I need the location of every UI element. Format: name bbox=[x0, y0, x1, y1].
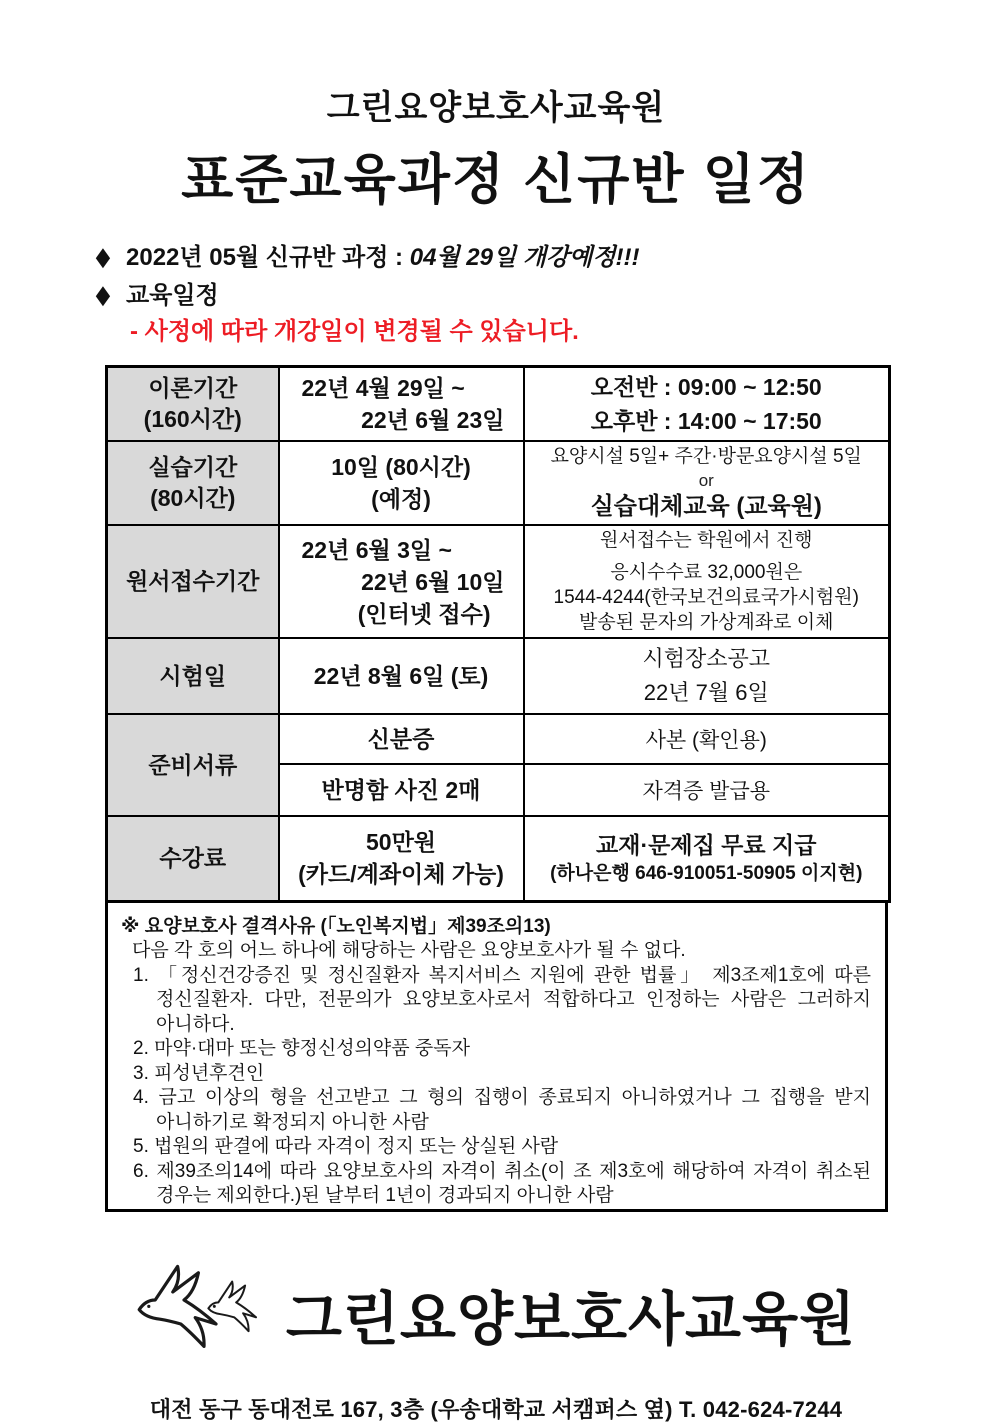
theory-detail-line: 오전반 : 09:00 ~ 12:50 bbox=[590, 374, 822, 400]
tuition-amount-cell bbox=[279, 816, 524, 901]
theory-period-cell bbox=[279, 367, 524, 442]
documents-item-cell bbox=[279, 714, 524, 764]
schedule-table bbox=[105, 365, 891, 903]
schedule-line-text: 교육일정 bbox=[126, 282, 219, 309]
tuition-detail-line: (하나은행 646-910051-50905 이지현) bbox=[550, 863, 863, 885]
table-row-theory bbox=[107, 367, 890, 442]
documents-item-text: 반명함 사진 2매 bbox=[321, 777, 481, 803]
practice-period-line: (예정) bbox=[371, 486, 431, 512]
intro-section bbox=[93, 238, 992, 349]
diamond-bullet-icon: ◆ bbox=[95, 241, 111, 271]
application-period-cell bbox=[279, 525, 524, 638]
note-item: 3. 피성년후견인 bbox=[133, 1062, 265, 1084]
note-item: 5. 법원의 판결에 따라 자격이 정지 또는 상실된 사람 bbox=[133, 1136, 559, 1157]
tuition-label-line: 수강료 bbox=[159, 844, 227, 871]
practice-label-cell bbox=[107, 441, 279, 525]
documents-use-cell bbox=[524, 714, 890, 764]
tuition-detail-cell bbox=[524, 816, 890, 901]
note-item: 6. 제39조의14에 따라 요양보호사의 자격이 취소(이 조 제3호에 해당하여 자격이 취소된 경우는 제외한다.)된 날부터 1년이 경과되지 아니한 사람 bbox=[133, 1160, 871, 1206]
doves-logo-icon bbox=[136, 1260, 272, 1369]
table-row-documents-1 bbox=[107, 714, 890, 764]
application-label-cell bbox=[107, 525, 279, 638]
exam-detail-cell bbox=[524, 638, 890, 714]
bullet-course-line bbox=[93, 238, 992, 276]
application-detail-cell bbox=[524, 525, 890, 638]
exam-date-cell bbox=[279, 638, 524, 714]
documents-label-cell bbox=[107, 714, 279, 816]
bullet-schedule-line bbox=[93, 276, 992, 314]
practice-period-line: 10일 (80시간) bbox=[331, 454, 471, 480]
practice-detail-line: 실습대체교육 (교육원) bbox=[590, 493, 822, 520]
documents-use-text: 자격증 발급용 bbox=[642, 780, 771, 803]
note-item: 4. 금고 이상의 형을 선고받고 그 형의 집행이 종료되지 아니하였거나 그 집행을 받지 아니하기로 확정되지 아니한 사람 bbox=[133, 1087, 871, 1133]
diamond-bullet-icon: ◆ bbox=[95, 279, 111, 309]
application-period-line: 22년 6월 10일 bbox=[361, 568, 505, 595]
exam-label-cell bbox=[107, 638, 279, 714]
table-row-practice bbox=[107, 441, 890, 525]
documents-label-line: 준비서류 bbox=[148, 751, 238, 778]
practice-detail-cell bbox=[524, 441, 890, 525]
application-detail-line: 발송된 문자의 가상계좌로 이체 bbox=[579, 612, 834, 633]
course-line-text: 2022년 05월 신규반 과정 : bbox=[126, 244, 410, 271]
course-start-emphasis: 04월 29일 개강예정!!! bbox=[409, 244, 640, 271]
theory-detail-line: 오후반 : 14:00 ~ 17:50 bbox=[590, 408, 822, 434]
documents-use-cell bbox=[524, 764, 890, 816]
theory-period-line: 22년 4월 29일 ~ bbox=[301, 375, 465, 401]
tuition-detail-line: 교재·문제집 무료 지급 bbox=[596, 832, 817, 859]
application-period-line: 22년 6월 3일 ~ bbox=[301, 536, 452, 563]
documents-use-text: 사본 (확인용) bbox=[645, 729, 767, 752]
theory-label-line: 이론기간 bbox=[148, 375, 238, 401]
application-period-line: (인터넷 접수) bbox=[357, 600, 491, 627]
org-name-heading: 그린요양보호사교육원 bbox=[326, 89, 666, 127]
page-title: 표준교육과정 신규반 일정 bbox=[181, 150, 811, 210]
practice-label-line: (80시간) bbox=[150, 485, 236, 511]
tuition-label-cell bbox=[107, 816, 279, 901]
table-row-application bbox=[107, 525, 890, 638]
table-row-tuition bbox=[107, 816, 890, 901]
exam-label-line: 시험일 bbox=[159, 662, 227, 689]
practice-period-cell bbox=[279, 441, 524, 525]
exam-detail-line: 시험장소공고 bbox=[642, 646, 770, 671]
application-detail-line: 1544-4244(한국보건의료국가시험원) bbox=[553, 587, 859, 608]
footer-address: 대전 동구 동대전로 167, 3층 (우송대학교 서캠퍼스 옆) T. 042-624-7244 bbox=[149, 1396, 843, 1422]
theory-label-line: (160시간) bbox=[143, 406, 242, 432]
application-label-line: 원서접수기간 bbox=[126, 568, 260, 594]
notes-heading: ※ 요양보호사 결격사유 (「노인복지법」제39조의13) bbox=[121, 915, 551, 937]
theory-period-line: 22년 6월 23일 bbox=[361, 407, 505, 433]
application-detail-line: 원서접수는 학원에서 진행 bbox=[600, 530, 813, 551]
documents-item-cell bbox=[279, 764, 524, 816]
practice-detail-line: 요양시설 5일+ 주간·방문요양시설 5일 bbox=[550, 446, 862, 467]
tuition-amount-line: 50만원 bbox=[365, 829, 437, 856]
note-item: 1. 「정신건강증진 및 정신질환자 복지서비스 지원에 관한 법률」 제3조제1호에 따른 정신질환자. 다만, 전문의가 요양보호사로서 적합하다고 인정하는 사람은 그러하지 아니하다. bbox=[133, 964, 871, 1035]
warning-text: - 사정에 따라 개강일이 변경될 수 있습니다. bbox=[130, 318, 579, 345]
application-detail-line: 응시수수료 32,000원은 bbox=[610, 562, 803, 583]
notes-intro: 다음 각 호의 어느 하나에 해당하는 사람은 요양보호사가 될 수 없다. bbox=[132, 940, 686, 961]
tuition-amount-line: (카드/계좌이체 가능) bbox=[298, 861, 504, 888]
table-row-exam bbox=[107, 638, 890, 714]
note-item: 2. 마약·대마 또는 향정신성의약품 중독자 bbox=[133, 1038, 470, 1059]
footer-brand bbox=[0, 1260, 992, 1369]
practice-detail-or: or bbox=[698, 471, 714, 490]
documents-item-text: 신분증 bbox=[367, 726, 435, 752]
theory-label-cell bbox=[107, 367, 279, 442]
exam-detail-line: 22년 7월 6일 bbox=[643, 680, 769, 705]
theory-detail-cell bbox=[524, 367, 890, 442]
footer-brand-name: 그린요양보호사교육원 bbox=[285, 1287, 857, 1352]
practice-label-line: 실습기간 bbox=[148, 454, 238, 480]
disqualification-notes-box bbox=[105, 900, 888, 1212]
exam-date-line: 22년 8월 6일 (토) bbox=[313, 663, 489, 689]
